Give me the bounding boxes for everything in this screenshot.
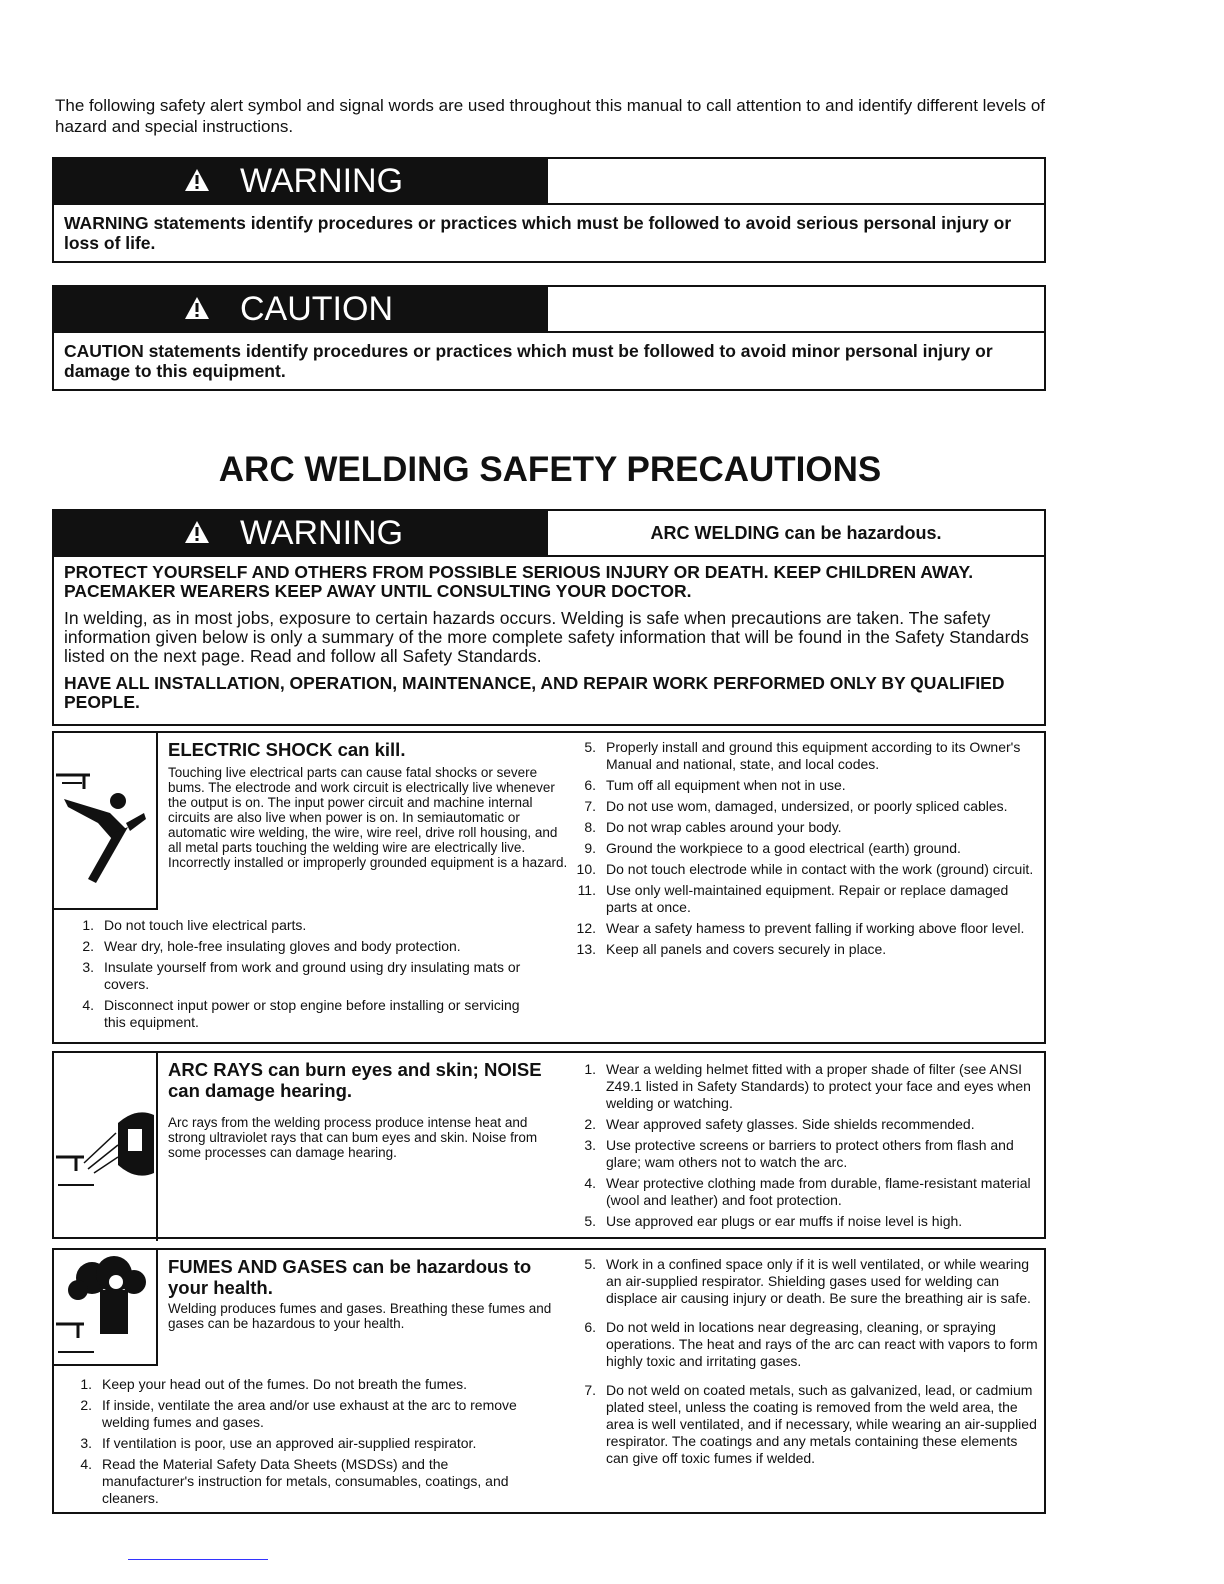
list-item: 4. Wear protective clothing made from durable, flame-resistant material (wool and leather) and foot protection.: [584, 1175, 1031, 1208]
fumes-heading: FUMES AND GASES can be hazardous to your health.: [168, 1256, 532, 1298]
warning-label: WARNING: [240, 161, 404, 200]
protect-yourself-text: PROTECT YOURSELF AND OTHERS FROM POSSIBLE SERIOUS INJURY OR DEATH. KEEP CHILDREN AWAY. PACEMAKER WEARERS KEEP AWAY UNTIL CONSULTING YOUR DOCTOR.: [64, 562, 974, 601]
list-item: 3. Use protective screens or barriers to protect others from flash and glare; wam others not to watch the arc.: [584, 1137, 1014, 1170]
arc-rays-heading: ARC RAYS can burn eyes and skin; NOISE can damage hearing.: [168, 1059, 542, 1101]
warning-definition-text: WARNING statements identify procedures or practices which must be followed to avoid serious personal injury or loss of life.: [64, 213, 1012, 253]
list-item: 4. Disconnect input power or stop engine before installing or servicing this equipment.: [82, 997, 520, 1030]
electric-shock-description: Touching live electrical parts can cause fatal shocks or severe bums. The electrode and work circuit is electrically live whenever the output is on. The input power circuit and machine internal circuits are also live when power is on. In semiautomatic or automatic wire welding, the wire, wire reel, drive roll housing, and all metal parts touching the welding wire are electrically live. Incorrectly installed or improperly grounded equipment is a hazard.: [168, 765, 568, 870]
list-item: 11. Use only well-maintained equipment. Repair or replace damaged parts at once.: [577, 882, 1009, 915]
list-item: 9. Ground the workpiece to a good electrical (earth) ground.: [584, 840, 961, 856]
list-item: 3. If ventilation is poor, use an approved air-supplied respirator.: [80, 1435, 477, 1451]
caution-label: CAUTION: [240, 289, 393, 328]
list-item: 3. Insulate yourself from work and ground using dry insulating mats or covers.: [82, 959, 521, 992]
list-item: 6. Do not weld in locations near degreasing, cleaning, or spraying operations. The heat and rays of the arc can react with vapors to form highly toxic and irritating gases.: [584, 1319, 1038, 1369]
list-item: 2. Wear dry, hole-free insulating gloves and body protection.: [82, 938, 461, 954]
list-item: 7. Do not use wom, damaged, undersized, or poorly spliced cables.: [584, 798, 1008, 814]
list-item: 5. Work in a confined space only if it is well ventilated, or while wearing an air-supplied respirator. Shielding gases used for welding can displace air causing injury or death. Be sure the breathing air is safe.: [584, 1256, 1031, 1306]
list-item: 13. Keep all panels and covers securely in place.: [576, 941, 887, 957]
list-item: 6. Tum off all equipment when not in use.: [584, 777, 846, 793]
list-item: 12. Wear a safety hamess to prevent falling if working above floor level.: [576, 920, 1025, 936]
intro-text: The following safety alert symbol and signal words are used throughout this manual to call attention to and identify different levels of hazard and special instructions.: [55, 96, 1046, 136]
list-item: 5. Use approved ear plugs or ear muffs if noise level is high.: [584, 1213, 963, 1229]
warning-label: WARNING: [240, 513, 404, 552]
fumes-section: [52, 1248, 1046, 1514]
caution-definition-text: CAUTION statements identify procedures or practices which must be followed to avoid minor personal injury or damage to this equipment.: [64, 341, 993, 381]
arc-welding-warning-box: [52, 509, 1046, 726]
electric-shock-icon: [54, 733, 158, 910]
safety-alert-icon: [184, 514, 210, 553]
list-item: 1. Do not touch live electrical parts.: [82, 917, 307, 933]
list-item: 1. Keep your head out of the fumes. Do not breath the fumes.: [80, 1376, 468, 1392]
list-item: 8. Do not wrap cables around your body.: [584, 819, 842, 835]
list-item: 7. Do not weld on coated metals, such as galvanized, lead, or cadmium plated steel, unless the coating is removed from the weld area, the area is well ventilated, and if necessary, while wearing an air-supplied respirator. The coatings and any metals containing these elements can give off toxic fumes if welded.: [584, 1382, 1037, 1466]
arc-rays-section: [52, 1051, 1046, 1239]
safety-alert-icon: [184, 162, 210, 201]
footer-rule: [128, 1559, 268, 1560]
list-item: 5. Properly install and ground this equipment according to its Owner's Manual and national, state, and local codes.: [584, 739, 1021, 772]
warning-subtitle: ARC WELDING can be hazardous.: [650, 522, 942, 543]
list-item: 1. Wear a welding helmet fitted with a proper shade of filter (see ANSI Z49.1 listed in Safety Standards) to protect your face and eyes when welding or watching.: [584, 1061, 1031, 1111]
warning-definition-box: [52, 157, 1046, 263]
fumes-icon: [54, 1250, 158, 1366]
list-item: 2. If inside, ventilate the area and/or use exhaust at the arc to remove welding fumes and gases.: [80, 1397, 517, 1430]
list-item: 4. Read the Material Safety Data Sheets (MSDSs) and the manufacturer's instruction for metals, consumables, coatings, and cleaners.: [80, 1456, 509, 1506]
electric-shock-heading: ELECTRIC SHOCK can kill.: [168, 739, 406, 760]
fumes-description: Welding produces fumes and gases. Breathing these fumes and gases can be hazardous to your health.: [168, 1301, 552, 1331]
qualified-people-text: HAVE ALL INSTALLATION, OPERATION, MAINTENANCE, AND REPAIR WORK PERFORMED ONLY BY QUALIFIED PEOPLE.: [64, 673, 1005, 712]
page-title: ARC WELDING SAFETY PRECAUTIONS: [218, 450, 882, 489]
arc-rays-description: Arc rays from the welding process produce intense heat and strong ultraviolet rays that can bum eyes and skin. Noise from some processes can damage hearing.: [168, 1115, 538, 1160]
welding-intro-text: In welding, as in most jobs, exposure to certain hazards occurs. Welding is safe when precautions are taken. The safety information given below is only a summary of the more complete safety information that will be found in the Safety Standards listed on the next page. Read and follow all Safety Standards.: [64, 608, 1029, 666]
safety-alert-icon: [184, 290, 210, 329]
electric-shock-section: [52, 731, 1046, 1044]
list-item: 10. Do not touch electrode while in contact with the work (ground) circuit.: [576, 861, 1034, 877]
caution-definition-box: [52, 285, 1046, 391]
arc-rays-icon: [54, 1053, 158, 1241]
list-item: 2. Wear approved safety glasses. Side shields recommended.: [584, 1116, 975, 1132]
